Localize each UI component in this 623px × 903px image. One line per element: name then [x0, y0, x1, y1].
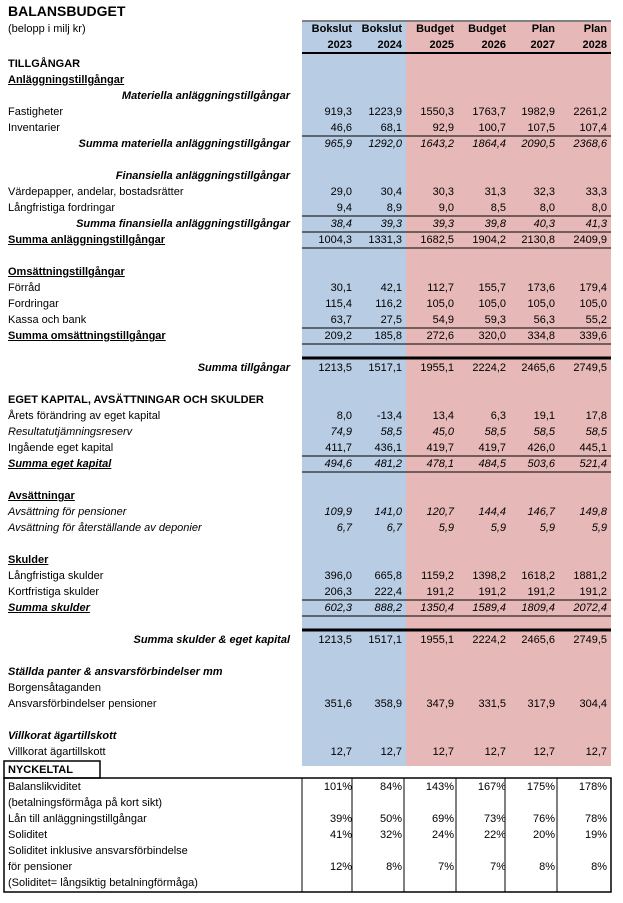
row-label: Summa tillgångar	[197, 362, 290, 374]
cell-value: 1517,1	[368, 362, 402, 374]
cell-value: 411,7	[325, 442, 352, 454]
row-label: Villkorat ägartillskott	[8, 730, 117, 742]
row-label: Summa skulder & eget kapital	[133, 634, 290, 646]
table-row	[0, 392, 623, 408]
table-row	[0, 200, 623, 216]
cell-value: 888,2	[374, 602, 402, 614]
table-row	[0, 536, 623, 552]
table-row	[0, 328, 623, 344]
cell-value: 112,7	[427, 282, 454, 294]
table-row	[0, 456, 623, 472]
cell-value: 58,5	[380, 426, 402, 438]
header-type-row	[0, 21, 623, 37]
cell-value: 665,8	[374, 570, 402, 582]
kpi-row	[0, 795, 623, 811]
cell-value: 334,8	[527, 330, 555, 342]
cell-value: 8,9	[386, 202, 402, 214]
kpi-value: 32%	[379, 829, 402, 841]
table-row	[0, 424, 623, 440]
cell-value: 1331,3	[368, 234, 402, 246]
kpi-label: (betalningsförmåga på kort sikt)	[8, 797, 163, 809]
cell-value: 419,7	[478, 442, 506, 454]
cell-value: 5,9	[490, 522, 506, 534]
cell-value: 2261,2	[573, 106, 607, 118]
row-label: Ingående eget kapital	[8, 442, 114, 454]
kpi-value: 7%	[438, 861, 454, 873]
cell-value: 17,8	[585, 410, 607, 422]
cell-value: 521,4	[579, 458, 607, 470]
cell-value: 1213,5	[318, 634, 352, 646]
cell-value: 74,9	[330, 426, 352, 438]
cell-value: 2090,5	[521, 138, 555, 150]
cell-value: 68,1	[380, 122, 402, 134]
cell-value: 58,5	[533, 426, 555, 438]
cell-value: 445,1	[579, 442, 607, 454]
cell-value: 8,5	[490, 202, 506, 214]
cell-value: 351,6	[324, 698, 352, 710]
cell-value: 149,8	[579, 506, 607, 518]
kpi-row	[0, 875, 623, 891]
table-row	[0, 56, 623, 72]
cell-value: 339,6	[579, 330, 607, 342]
cell-value: 19,1	[533, 410, 555, 422]
cell-value: 5,9	[438, 522, 454, 534]
cell-value: 39,8	[484, 218, 506, 230]
kpi-value: 8%	[539, 861, 555, 873]
cell-value: 602,3	[324, 602, 352, 614]
header-year-row	[0, 37, 623, 53]
table-row	[0, 280, 623, 296]
cell-value: 965,9	[324, 138, 352, 150]
column-year-header: 2023	[327, 39, 352, 51]
cell-value: 105,0	[478, 298, 506, 310]
row-label: TILLGÅNGAR	[8, 58, 81, 70]
cell-value: 191,2	[527, 586, 555, 598]
cell-value: 39,3	[380, 218, 402, 230]
cell-value: 45,0	[432, 426, 454, 438]
row-label: Långfristiga fordringar	[8, 202, 116, 214]
cell-value: 29,0	[330, 186, 352, 198]
cell-value: 9,4	[336, 202, 352, 214]
table-row	[0, 632, 623, 648]
row-label: Kassa och bank	[8, 314, 87, 326]
row-label: Summa materiella anläggningstillgångar	[78, 138, 290, 150]
cell-value: 59,3	[484, 314, 506, 326]
cell-value: 2368,6	[573, 138, 607, 150]
row-label: Summa eget kapital	[8, 458, 112, 470]
cell-value: 484,5	[478, 458, 506, 470]
cell-value: 115,4	[325, 298, 352, 310]
kpi-row	[0, 811, 623, 827]
cell-value: 1955,1	[420, 362, 454, 374]
cell-value: 2072,4	[573, 602, 607, 614]
cell-value: 12,7	[585, 746, 607, 758]
cell-value: 222,4	[374, 586, 402, 598]
cell-value: 40,3	[533, 218, 555, 230]
cell-value: 494,6	[324, 458, 352, 470]
kpi-value: 8%	[386, 861, 402, 873]
table-row	[0, 696, 623, 712]
column-year-header: 2024	[377, 39, 402, 51]
kpi-label: för pensioner	[8, 861, 73, 873]
kpi-value: 101%	[323, 781, 352, 793]
table-row	[0, 296, 623, 312]
nyckeltal-title: NYCKELTAL	[8, 764, 73, 776]
kpi-row	[0, 859, 623, 875]
cell-value: 272,6	[426, 330, 454, 342]
table-row	[0, 184, 623, 200]
row-label: Finansiella anläggningstillgångar	[115, 170, 290, 182]
cell-value: 5,9	[539, 522, 555, 534]
cell-value: 1682,5	[420, 234, 454, 246]
cell-value: 109,9	[324, 506, 352, 518]
kpi-value: 78%	[584, 813, 607, 825]
cell-value: 1643,2	[420, 138, 454, 150]
cell-value: 55,2	[585, 314, 607, 326]
table-row	[0, 248, 623, 264]
table-row	[0, 472, 623, 488]
table-row	[0, 344, 623, 360]
table-row	[0, 408, 623, 424]
cell-value: 173,6	[527, 282, 555, 294]
cell-value: 6,7	[336, 522, 352, 534]
row-label: Villkorat ägartillskott	[8, 746, 106, 758]
kpi-value: 143%	[425, 781, 454, 793]
cell-value: 1864,4	[472, 138, 506, 150]
kpi-value: 39%	[329, 813, 352, 825]
cell-value: 185,8	[374, 330, 402, 342]
cell-value: 2465,6	[521, 634, 555, 646]
cell-value: 347,9	[426, 698, 454, 710]
table-row	[0, 488, 623, 504]
row-label: Kortfristiga skulder	[8, 586, 100, 598]
table-row	[0, 440, 623, 456]
cell-value: 358,9	[374, 698, 402, 710]
table-row	[0, 664, 623, 680]
cell-value: 41,3	[585, 218, 607, 230]
table-row	[0, 136, 623, 152]
cell-value: 478,1	[426, 458, 454, 470]
cell-value: 1350,4	[420, 602, 454, 614]
cell-value: 12,7	[484, 746, 506, 758]
cell-value: 13,4	[432, 410, 454, 422]
cell-value: 144,4	[478, 506, 506, 518]
row-label: Summa skulder	[8, 602, 90, 614]
cell-value: 481,2	[374, 458, 402, 470]
cell-value: 146,7	[527, 506, 555, 518]
cell-value: 503,6	[527, 458, 555, 470]
cell-value: 105,0	[527, 298, 555, 310]
cell-value: 209,2	[324, 330, 352, 342]
table-row	[0, 712, 623, 728]
cell-value: 105,0	[426, 298, 454, 310]
table-row	[0, 152, 623, 168]
cell-value: 1955,1	[420, 634, 454, 646]
cell-value: 12,7	[533, 746, 555, 758]
row-label: Skulder	[8, 554, 49, 566]
table-row	[0, 744, 623, 760]
kpi-value: 8%	[591, 861, 607, 873]
row-label: Summa finansiella anläggningstillgångar	[76, 218, 290, 230]
table-row	[0, 520, 623, 536]
table-row	[0, 264, 623, 280]
kpi-value: 73%	[483, 813, 506, 825]
cell-value: 1159,2	[421, 570, 454, 582]
table-row	[0, 88, 623, 104]
column-type-header: Bokslut	[361, 23, 402, 35]
page-title: BALANSBUDGET	[8, 3, 126, 19]
cell-value: 2224,2	[472, 362, 506, 374]
cell-value: 58,5	[585, 426, 607, 438]
table-row	[0, 216, 623, 232]
table-row	[0, 72, 623, 88]
kpi-value: 50%	[379, 813, 402, 825]
row-label: Avsättning för pensioner	[8, 506, 127, 518]
row-label: Avsättningar	[8, 490, 75, 502]
kpi-value: 175%	[526, 781, 555, 793]
cell-value: 105,0	[579, 298, 607, 310]
cell-value: 33,3	[585, 186, 607, 198]
cell-value: 39,3	[432, 218, 454, 230]
table-row	[0, 360, 623, 376]
row-label: Resultatutjämningsreserv	[8, 426, 133, 438]
table-row	[0, 680, 623, 696]
row-label: Inventarier	[8, 122, 60, 134]
cell-value: 179,4	[579, 282, 607, 294]
row-label: Värdepapper, andelar, bostadsrätter	[8, 186, 184, 198]
column-type-header: Bokslut	[311, 23, 352, 35]
cell-value: 1213,5	[318, 362, 352, 374]
page-subtitle: (belopp i milj kr)	[8, 23, 86, 35]
cell-value: 120,7	[426, 506, 454, 518]
cell-value: 1809,4	[521, 602, 555, 614]
cell-value: 56,3	[533, 314, 555, 326]
cell-value: 2465,6	[521, 362, 555, 374]
cell-value: 1904,2	[472, 234, 506, 246]
row-label: Anläggningstillgångar	[8, 74, 125, 86]
row-label: Fastigheter	[8, 106, 64, 118]
cell-value: 32,3	[533, 186, 555, 198]
cell-value: 92,9	[432, 122, 454, 134]
cell-value: 919,3	[324, 106, 352, 118]
kpi-label: Balanslikviditet	[8, 781, 81, 793]
kpi-value: 69%	[431, 813, 454, 825]
cell-value: 191,2	[478, 586, 506, 598]
cell-value: 6,3	[490, 410, 506, 422]
cell-value: 2224,2	[472, 634, 506, 646]
cell-value: 116,2	[375, 298, 402, 310]
table-row	[0, 504, 623, 520]
row-label: Omsättningstillgångar	[8, 266, 125, 278]
table-row	[0, 552, 623, 568]
kpi-value: 178%	[578, 781, 607, 793]
cell-value: 6,7	[386, 522, 402, 534]
cell-value: 27,5	[380, 314, 402, 326]
cell-value: 30,3	[432, 186, 454, 198]
cell-value: 304,4	[579, 698, 607, 710]
kpi-row	[0, 827, 623, 843]
kpi-row	[0, 779, 623, 795]
cell-value: 12,7	[330, 746, 352, 758]
cell-value: 1550,3	[420, 106, 454, 118]
row-label: Långfristiga skulder	[8, 570, 104, 582]
kpi-label: Soliditet inklusive ansvarsförbindelse	[8, 845, 188, 857]
cell-value: 9,0	[438, 202, 454, 214]
cell-value: 2749,5	[573, 362, 607, 374]
table-row	[0, 120, 623, 136]
table-row	[0, 168, 623, 184]
cell-value: 31,3	[484, 186, 506, 198]
cell-value: 331,5	[478, 698, 506, 710]
column-type-header: Plan	[583, 23, 607, 35]
table-row	[0, 648, 623, 664]
cell-value: 436,1	[374, 442, 402, 454]
cell-value: 1517,1	[368, 634, 402, 646]
cell-value: 100,7	[478, 122, 506, 134]
cell-value: 191,2	[426, 586, 454, 598]
cell-value: 12,7	[432, 746, 454, 758]
kpi-value: 84%	[379, 781, 402, 793]
kpi-value: 19%	[584, 829, 607, 841]
kpi-label: Soliditet	[8, 829, 48, 841]
cell-value: 317,9	[527, 698, 555, 710]
column-year-header: 2027	[530, 39, 555, 51]
nyckeltal-title-row	[0, 762, 623, 778]
cell-value: 2409,9	[573, 234, 607, 246]
row-label: Förråd	[8, 282, 41, 294]
cell-value: 42,1	[380, 282, 402, 294]
cell-value: 1398,2	[472, 570, 506, 582]
cell-value: 206,3	[324, 586, 352, 598]
column-year-header: 2025	[429, 39, 454, 51]
table-row	[0, 232, 623, 248]
cell-value: 155,7	[478, 282, 506, 294]
cell-value: 107,4	[579, 122, 607, 134]
cell-value: 107,5	[527, 122, 555, 134]
cell-value: 191,2	[579, 586, 607, 598]
cell-value: 46,6	[330, 122, 352, 134]
table-row	[0, 568, 623, 584]
column-type-header: Budget	[416, 23, 454, 35]
title-row	[0, 2, 623, 20]
cell-value: 63,7	[330, 314, 352, 326]
row-label: EGET KAPITAL, AVSÄTTNINGAR OCH SKULDER	[8, 394, 264, 406]
cell-value: 141,0	[374, 506, 402, 518]
cell-value: 30,1	[330, 282, 352, 294]
cell-value: 1004,3	[318, 234, 352, 246]
row-label: Borgensåtaganden	[8, 682, 101, 694]
cell-value: 419,7	[426, 442, 454, 454]
row-label: Avsättning för återställande av deponier	[8, 522, 202, 534]
table-row	[0, 728, 623, 744]
cell-value: 54,9	[432, 314, 454, 326]
kpi-value: 76%	[532, 813, 555, 825]
cell-value: 58,5	[484, 426, 506, 438]
cell-value: 1763,7	[472, 106, 506, 118]
kpi-row	[0, 843, 623, 859]
table-row	[0, 376, 623, 392]
cell-value: 12,7	[380, 746, 402, 758]
kpi-label: Lån till anläggningstillgångar	[8, 813, 147, 825]
cell-value: -13,4	[376, 410, 402, 422]
row-label: Årets förändring av eget kapital	[8, 410, 161, 422]
cell-value: 1982,9	[521, 106, 555, 118]
kpi-label: (Soliditet= långsiktig betalningförmåga)	[8, 877, 198, 889]
kpi-value: 24%	[431, 829, 454, 841]
kpi-value: 41%	[329, 829, 352, 841]
kpi-value: 22%	[483, 829, 506, 841]
row-label: Summa anläggningstillgångar	[8, 234, 166, 246]
row-label: Materiella anläggningstillgångar	[121, 90, 290, 102]
kpi-value: 20%	[532, 829, 555, 841]
table-row	[0, 104, 623, 120]
cell-value: 1292,0	[368, 138, 402, 150]
row-label: Fordringar	[8, 298, 59, 310]
table-row	[0, 616, 623, 632]
cell-value: 8,0	[539, 202, 555, 214]
cell-value: 5,9	[591, 522, 607, 534]
kpi-value: 7%	[490, 861, 506, 873]
cell-value: 426,0	[527, 442, 555, 454]
kpi-value: 12%	[329, 861, 352, 873]
cell-value: 2749,5	[573, 634, 607, 646]
cell-value: 1618,2	[521, 570, 555, 582]
cell-value: 2130,8	[521, 234, 555, 246]
cell-value: 320,0	[478, 330, 506, 342]
column-year-header: 2028	[582, 39, 607, 51]
cell-value: 8,0	[336, 410, 352, 422]
column-year-header: 2026	[481, 39, 506, 51]
cell-value: 8,0	[591, 202, 607, 214]
cell-value: 30,4	[380, 186, 402, 198]
row-label: Ställda panter & ansvarsförbindelser mm	[8, 666, 223, 678]
table-row	[0, 600, 623, 616]
table-row	[0, 312, 623, 328]
column-type-header: Budget	[468, 23, 506, 35]
cell-value: 1881,2	[573, 570, 607, 582]
cell-value: 38,4	[330, 218, 352, 230]
column-type-header: Plan	[531, 23, 555, 35]
table-row	[0, 584, 623, 600]
cell-value: 1223,9	[368, 106, 402, 118]
cell-value: 396,0	[324, 570, 352, 582]
cell-value: 1589,4	[472, 602, 506, 614]
row-label: Ansvarsförbindelser pensioner	[8, 698, 157, 710]
row-label: Summa omsättningstillgångar	[8, 330, 166, 342]
kpi-value: 167%	[477, 781, 506, 793]
